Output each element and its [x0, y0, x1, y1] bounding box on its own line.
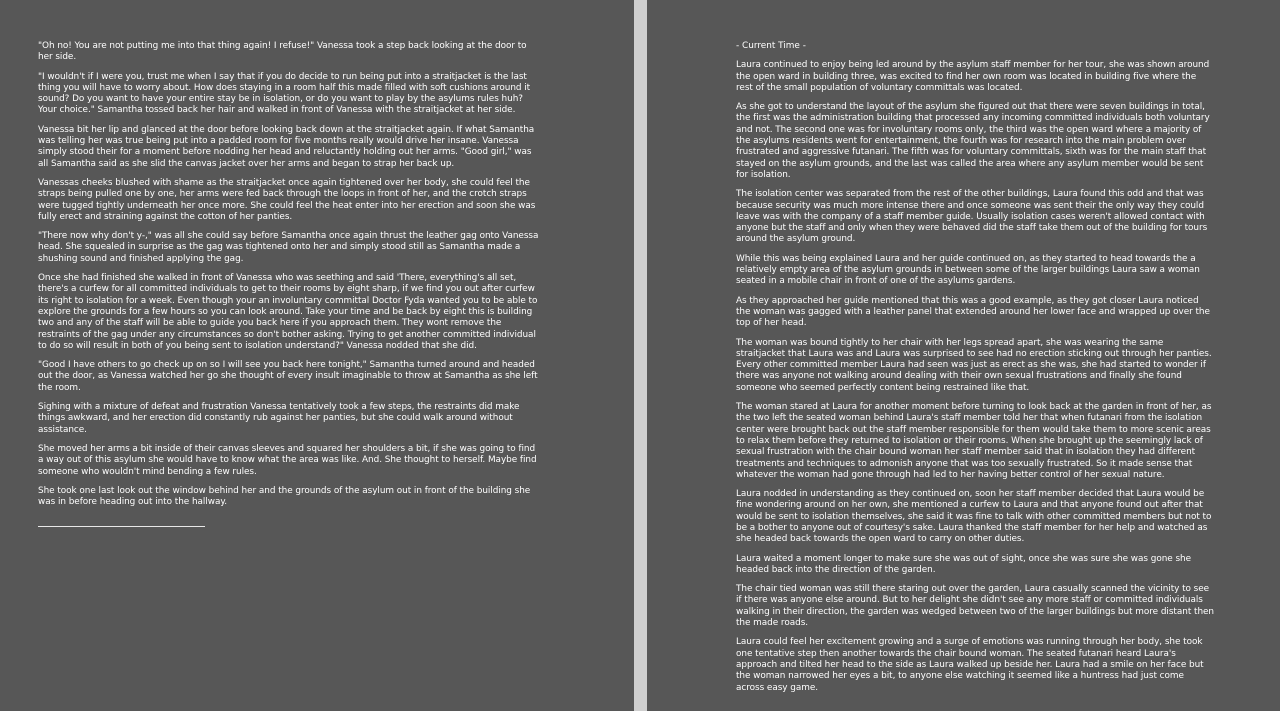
paragraph: Once she had finished she walked in front of Vanessa who was seething and said 'There, everything's all set, there's a curfew for all committed individuals to get to their rooms by eight sharp, if we find you out after curfew its right to isolation for a week. Even though your an involuntary committal Doctor Fyda wanted you to be able to explore the grounds for a few hours so you can look around. Take your time and be back by eight this is building two and any of the staff will be able to guide you back here if you approach them. They wont remove the restraints of the gag under any circumstances so don't bother asking. Trying to get another committed individual to do so will result in both of you being sent to isolation understand?" Vanessa nodded that she did. — [38, 273, 538, 351]
paragraph: Laura continued to enjoy being led around by the asylum staff member for her tour, she was shown around the open ward in building three, was excited to find her own room was located in building five where the rest of the small population of voluntary committals was located. — [736, 60, 1210, 93]
paragraph: As she got to understand the layout of the asylum she figured out that there were seven buildings in total, the first was the administration building that processed any incoming committed individuals both voluntary and not. The second one was for involuntary rooms only, the third was the open ward where a majority of the asylums residents went for entertainment, the fourth was for research into the main problem over frustrated and aggressive futanari. The fifth was for voluntary committals, sixth was for the main staff that stayed on the asylum grounds, and the last was called the area where any asylum member would be sent for isolation. — [736, 102, 1210, 180]
paragraph: "I wouldn't if I were you, trust me when I say that if you do decide to run being put into a straitjacket is the last thing you will have to worry about. How does staying in a room half this made filled with soft cushions around it sound? Do you want to have your entire stay be in isolation, or do you want to play by the asylums rules huh? Your choice." Samantha tossed back her hair and walked in front of Vanessa with the straitjacket at her side. — [38, 71, 531, 116]
paragraph: Laura could feel her excitement growing and a surge of emotions was running through her body, she took one tentative step then another towards the chair bound woman. The seated futanari heard Laura's approach and tilted her head to the side as Laura walked up beside her. Laura had a smile on her face but the woman narrowed her eyes a bit, to anyone else watching it seemed like a huntress had just come across easy game. — [736, 637, 1204, 693]
paragraph: As they approached her guide mentioned that this was a good example, as they got closer Laura noticed the woman was gagged with a leather panel that extended around her lower face and wrapped up over the top of her head. — [736, 295, 1210, 329]
page-gutter — [634, 0, 647, 711]
paragraph: She took one last look out the window behind her and the grounds of the asylum out in front of the building she was in before heading out into the hallway. — [38, 485, 531, 508]
paragraph: Vanessa bit her lip and glanced at the door before looking back down at the straitjacket again. If what Samantha was telling her was true being put into a padded room for five months really would drive her insane. Vanessa simply stood their for a moment before nodding her head and reluctantly holding out her arms. "Good girl," was all Samantha said as she slid the canvas jacket over her arms and began to strap her back up. — [38, 124, 535, 169]
paragraph: Vanessas cheeks blushed with shame as the straitjacket once again tightened over her body, she could feel the straps being pulled one by one, her arms were fed back through the loops in front of her, and the crotch straps were tugged tightly underneath her once more. She could feel the heat enter into her erection and soon she was fully erect and straining against the cotton of her panties. — [38, 177, 536, 222]
paragraph: Laura nodded in understanding as they continued on, soon her staff member decided that Laura would be fine wondering around on her own, she mentioned a curfew to Laura and that anyone found out after that would be sent to isolation themselves, she said it was fine to talk with other committed members but not to be a bother to anyone out of courtesy's sake. Laura thanked the staff member for her help and watched as she headed back towards the open ward to carry on other duties. — [736, 489, 1212, 545]
left-page — [0, 0, 634, 711]
paragraph: The woman was bound tightly to her chair with her legs spread apart, she was wearing the same straitjacket that Laura was and Laura was surprised to see had no erection sticking out through her panties. Every other committed member Laura had seen was just as erect as she was, she had started to wonder if there was anyone not walking around dealing with their own sexual frustrations and finally she found someone who seemed perfectly content being restrained like that. — [736, 337, 1212, 393]
section-header: - Current Time - — [736, 41, 806, 51]
paragraph: The woman stared at Laura for another moment before turning to look back at the garden in front of her, as the two left the seated woman behind Laura's staff member told her that when futanari from the isolation center were brought back out the staff member responsible for them would take them to more scenic areas to relax them before they returned to isolation or their rooms. When she brought up the seemingly lack of sexual frustration with the chair bound woman her staff member said that in isolation they had different treatments and techniques to admonish anyone that was too sexually frustrated. So it made sense that whatever the woman had gone through had led to her having better control of her sexual nature. — [736, 402, 1212, 480]
paragraph: The isolation center was separated from the rest of the other buildings, Laura found this odd and that was because security was much more intense there and once someone was sent their the only way they could leave was with the company of a staff member guide. Usually isolation cases weren't allowed contact with anyone but the staff and only when they were behaved did the staff take them out of the building for tours around the asylum ground. — [736, 189, 1208, 245]
paragraph: "There now why don't y-," was all she could say before Samantha once again thrust the leather gag onto Vanessa head. She squealed in surprise as the gag was tightened onto her and simply stood still as Samantha made a shushing sound and finished applying the gag. — [38, 231, 539, 264]
section-divider — [38, 526, 205, 527]
paragraph: "Oh no! You are not putting me into that thing again! I refuse!" Vanessa took a step back looking at the door to her side. — [38, 41, 527, 63]
paragraph: Sighing with a mixture of defeat and frustration Vanessa tentatively took a few steps, the restraints did make things awkward, and her erection did constantly rub against her panties, but she could walk around without assistance. — [38, 402, 520, 435]
paragraph: She moved her arms a bit inside of their canvas sleeves and squared her shoulders a bit, if she was going to find a way out of this asylum she would have to know what the area was like. And. She thought to herself. Maybe find someone who wouldn't mind bending a few rules. — [38, 443, 537, 477]
paragraph: While this was being explained Laura and her guide continued on, as they started to head towards the a relatively empty area of the asylum grounds in between some of the larger buildings Laura saw a woman seated in a mobile chair in front of one of the asylums gardens. — [736, 253, 1200, 287]
paragraph: "Good I have others to go check up on so I will see you back here tonight," Samantha turned around and headed out the door, as Vanessa watched her go she thought of every insult imaginable to throw at Samantha as she left the room. — [38, 360, 538, 393]
right-page — [647, 0, 1280, 711]
paragraph: The chair tied woman was still there staring out over the garden, Laura casually scanned the vicinity to see if there was anyone else around. But to her delight she didn't see any more staff or committed individuals walking in their direction, the garden was wedged between two of the larger buildings but more distant then the made roads. — [736, 584, 1215, 629]
paragraph: Laura waited a moment longer to make sure she was out of sight, once she was sure she was gone she headed back into the direction of the garden. — [736, 553, 1192, 575]
